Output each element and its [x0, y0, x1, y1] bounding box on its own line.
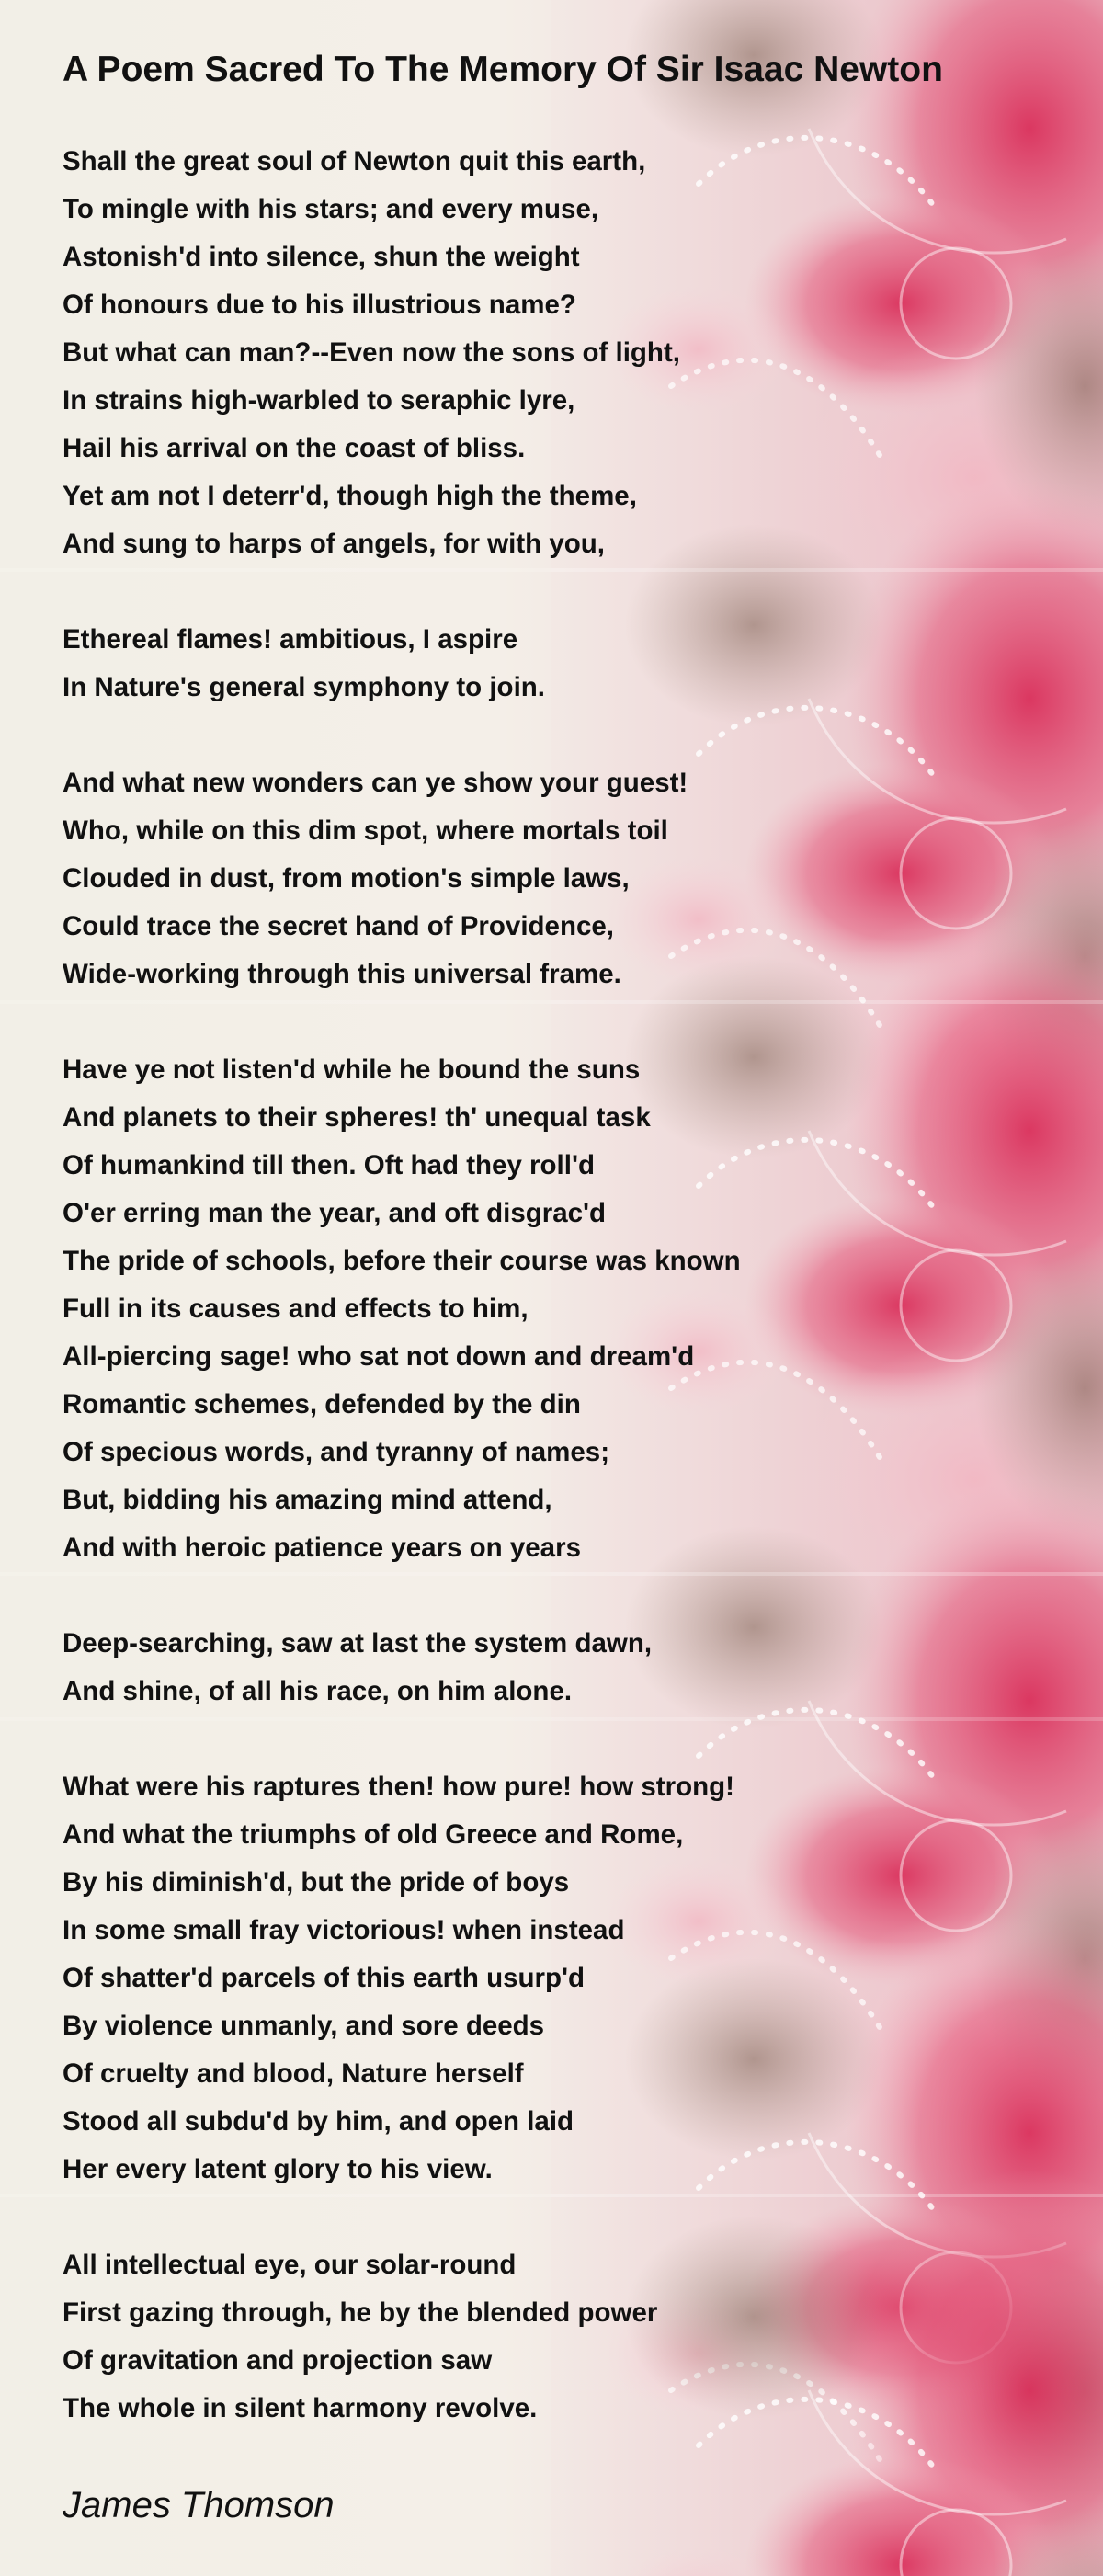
poem-line: Clouded in dust, from motion's simple laws, — [63, 863, 630, 894]
poem-line: Shall the great soul of Newton quit this earth, — [63, 146, 646, 177]
poem-line: And planets to their spheres! th' unequal task — [63, 1102, 651, 1133]
poem-line: Deep-searching, saw at last the system dawn, — [63, 1628, 653, 1658]
poem-line: Have ye not listen'd while he bound the suns — [63, 1054, 641, 1085]
poem-line: Could trace the secret hand of Providence, — [63, 911, 614, 941]
poem-line: Of honours due to his illustrious name? — [63, 290, 576, 320]
poem-line: Of gravitation and projection saw — [63, 2345, 493, 2376]
poem-line: Astonish'd into silence, shun the weight — [63, 242, 580, 272]
poem-body — [63, 138, 982, 2480]
poem-line: Yet am not I deterr'd, though high the theme, — [63, 481, 637, 511]
poem-line: And shine, of all his race, on him alone. — [63, 1676, 573, 1706]
poem-title: A Poem Sacred To The Memory Of Sir Isaac Newton — [63, 50, 943, 89]
poem-line: By violence unmanly, and sore deeds — [63, 2011, 545, 2041]
poem-line: Full in its causes and effects to him, — [63, 1294, 529, 1324]
poem-line: In Nature's general symphony to join. — [63, 672, 545, 702]
stanza-5 — [63, 1620, 982, 1715]
poem-line: But what can man?--Even now the sons of light, — [63, 337, 680, 368]
poem-line: Of specious words, and tyranny of names; — [63, 1437, 610, 1467]
poem-line: And with heroic patience years on years — [63, 1533, 581, 1563]
poem-line: Wide-working through this universal frame. — [63, 959, 621, 989]
poem-line: Of shatter'd parcels of this earth usurp'd — [63, 1963, 586, 1993]
poem-line: Ethereal flames! ambitious, I aspire — [63, 624, 518, 655]
poem-line: What were his raptures then! how pure! how strong! — [63, 1772, 734, 1802]
poem-line: Hail his arrival on the coast of bliss. — [63, 433, 526, 463]
poem-line: In strains high-warbled to seraphic lyre, — [63, 385, 575, 416]
poem-line: And what the triumphs of old Greece and Rome, — [63, 1819, 684, 1850]
poem-line: But, bidding his amazing mind attend, — [63, 1485, 552, 1515]
poem-author: James Thomson — [63, 2485, 335, 2525]
stanza-7 — [63, 2241, 982, 2433]
poem-line: Romantic schemes, defended by the din — [63, 1389, 581, 1419]
poem-line: O'er erring man the year, and oft disgrac'd — [63, 1198, 607, 1228]
poem-line: To mingle with his stars; and every muse, — [63, 194, 599, 224]
poem-line: All intellectual eye, our solar-round — [63, 2250, 517, 2280]
poem-line: Of humankind till then. Oft had they roll'd — [63, 1150, 595, 1180]
poem-line: And what new wonders can ye show your guest! — [63, 768, 688, 798]
stanza-2 — [63, 616, 982, 712]
poem-line: First gazing through, he by the blended power — [63, 2297, 658, 2328]
poem-line: And sung to harps of angels, for with you, — [63, 529, 605, 559]
stanza-4 — [63, 1046, 982, 1572]
poem-line: By his diminish'd, but the pride of boys — [63, 1867, 570, 1898]
poem-line: Who, while on this dim spot, where mortals toil — [63, 815, 668, 846]
poem-line: The pride of schools, before their course was known — [63, 1246, 741, 1276]
poem-line: All-piercing sage! who sat not down and dream'd — [63, 1341, 695, 1372]
poem-line: The whole in silent harmony revolve. — [63, 2393, 538, 2423]
poem-line: In some small fray victorious! when instead — [63, 1915, 625, 1945]
poem-line: Her every latent glory to his view. — [63, 2154, 493, 2184]
stanza-6 — [63, 1763, 982, 2194]
stanza-3 — [63, 759, 982, 998]
poem-line: Of cruelty and blood, Nature herself — [63, 2058, 524, 2089]
poem-line: Stood all subdu'd by him, and open laid — [63, 2106, 574, 2137]
stanza-1 — [63, 138, 982, 568]
